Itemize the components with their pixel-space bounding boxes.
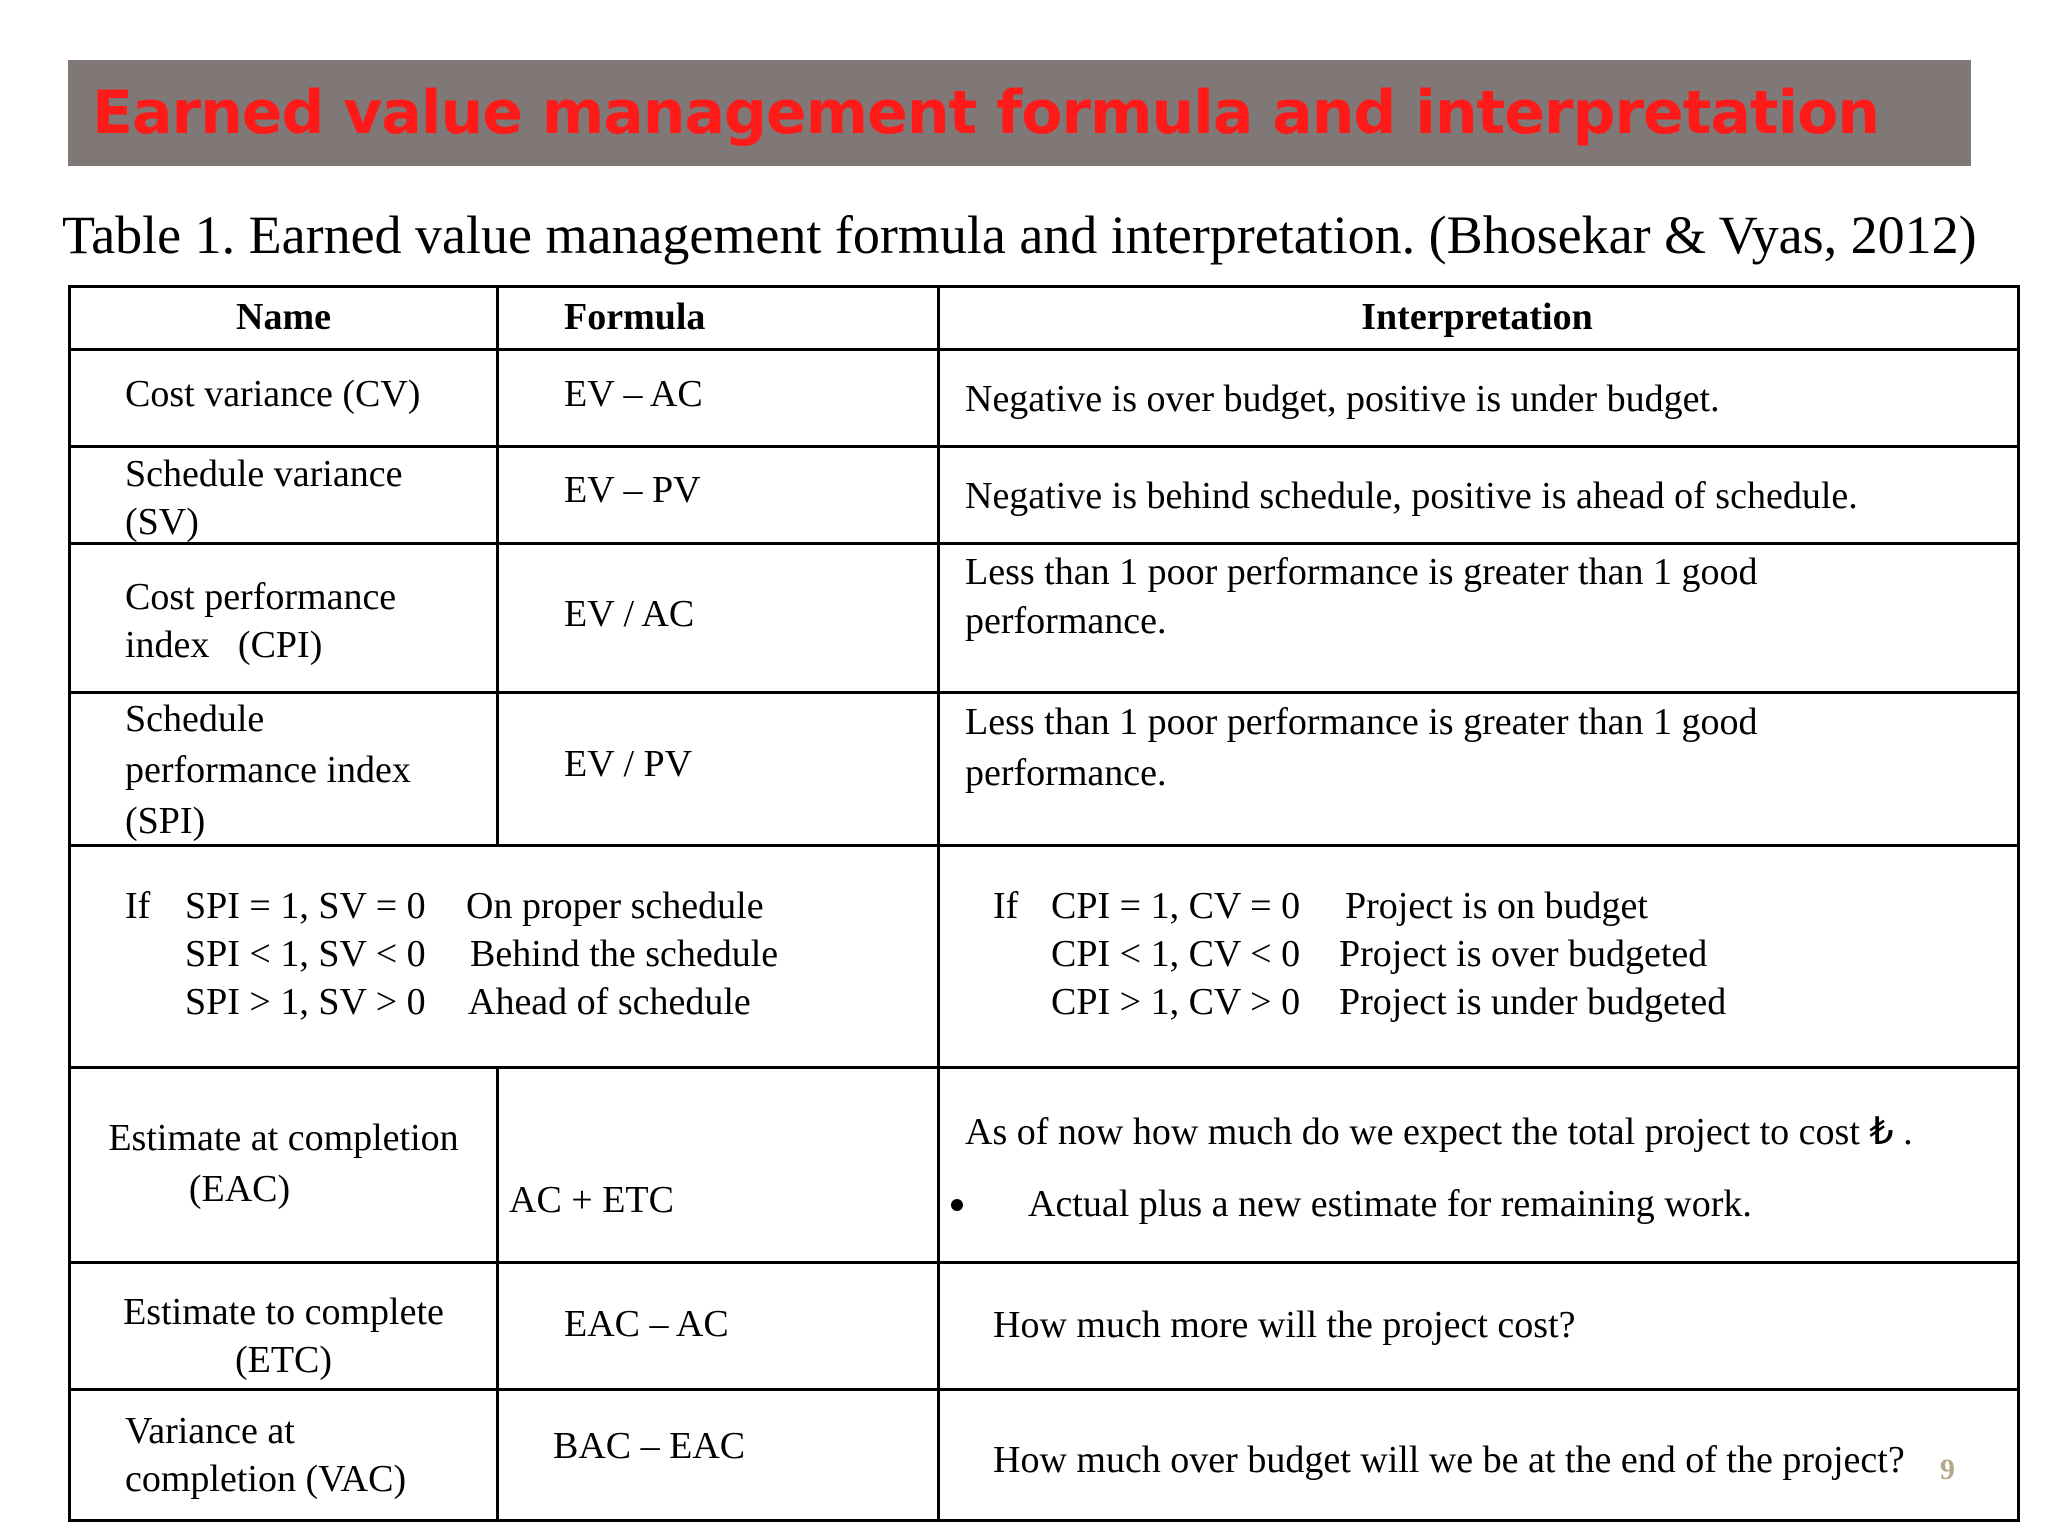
slide-title: Earned value management formula and interpretation (92, 78, 1880, 148)
cpi-cond-2: CPI < 1, CV < 0 (1051, 933, 1301, 975)
row-spi-interpretation-line2: performance. (965, 752, 1167, 794)
cpi-cond-3: CPI > 1, CV > 0 (1051, 981, 1301, 1023)
row-sv-interpretation: Negative is behind schedule, positive is ahead of schedule. (965, 475, 1858, 517)
header-formula: Formula (564, 296, 706, 338)
row-vac-formula: BAC – EAC (553, 1425, 746, 1467)
row-spi-interpretation-line1: Less than 1 poor performance is greater than 1 good (965, 701, 1758, 743)
row-eac-interpretation: As of now how much do we expect the total project to cost ₺ . (965, 1111, 1913, 1153)
row-cpi-interpretation-line1: Less than 1 poor performance is greater than 1 good (965, 551, 1758, 593)
row-sv-formula: EV – PV (564, 469, 701, 511)
row-vac-name-line2: completion (VAC) (125, 1458, 407, 1500)
col-divider (937, 288, 940, 1519)
header-name: Name (236, 296, 331, 338)
row-etc-name-line1: Estimate to complete (123, 1291, 444, 1333)
row-vac-name-line1: Variance at (125, 1410, 295, 1452)
row-vac-interpretation: How much over budget will we be at the end of the project? (993, 1439, 1905, 1481)
spi-cond-prefix: If (125, 885, 151, 927)
spi-cond-3: SPI > 1, SV > 0 (185, 981, 426, 1023)
cpi-cond-3-meaning: Project is under budgeted (1339, 981, 1727, 1023)
row-spi-name-line1: Schedule (125, 698, 265, 740)
row-etc-formula: EAC – AC (564, 1303, 729, 1345)
row-cv-interpretation: Negative is over budget, positive is under budget. (965, 378, 1720, 420)
row-cpi-name-line2: index (CPI) (125, 624, 323, 666)
row-cpi-formula: EV / AC (564, 593, 695, 635)
row-etc-interpretation: How much more will the project cost? (993, 1304, 1576, 1346)
row-cpi-interpretation-line2: performance. (965, 600, 1167, 642)
row-etc-name-line2: (ETC) (234, 1339, 333, 1381)
spi-cond-2: SPI < 1, SV < 0 (185, 933, 426, 975)
slide-title-bar (68, 60, 1971, 166)
row-divider (71, 844, 2017, 847)
bullet-icon (951, 1199, 963, 1211)
evm-table (68, 285, 2020, 1522)
row-eac-name-line1: Estimate at completion (108, 1117, 459, 1159)
spi-cond-3-meaning: Ahead of schedule (468, 981, 751, 1023)
cpi-cond-2-meaning: Project is over budgeted (1339, 933, 1708, 975)
row-divider (71, 1066, 2017, 1069)
page-number: 9 (1940, 1453, 1955, 1486)
row-sv-name-line1: Schedule variance (125, 453, 403, 495)
cpi-cond-1-meaning: Project is on budget (1345, 885, 1648, 927)
row-cpi-name-line1: Cost performance (125, 576, 397, 618)
cpi-cond-prefix: If (993, 885, 1019, 927)
row-divider (71, 1261, 2017, 1264)
col-divider (496, 288, 499, 847)
row-sv-name-line2: (SV) (125, 501, 199, 543)
row-spi-name-line3: (SPI) (125, 800, 206, 842)
spi-cond-2-meaning: Behind the schedule (470, 933, 779, 975)
row-divider (71, 1388, 2017, 1391)
col-divider (496, 1066, 499, 1519)
row-eac-bullet: Actual plus a new estimate for remaining work. (1028, 1183, 1752, 1225)
row-eac-formula: AC + ETC (509, 1179, 674, 1221)
table-caption: Table 1. Earned value management formula and interpretation. (Bhosekar & Vyas, 2012) (62, 205, 1977, 265)
row-divider (71, 542, 2017, 545)
row-eac-name-line2: (EAC) (188, 1168, 291, 1210)
header-interpretation: Interpretation (1361, 296, 1593, 338)
row-spi-formula: EV / PV (564, 743, 693, 785)
cpi-cond-1: CPI = 1, CV = 0 (1051, 885, 1301, 927)
row-divider (71, 445, 2017, 448)
row-spi-name-line2: performance index (125, 749, 411, 791)
row-cv-name: Cost variance (CV) (125, 373, 421, 415)
row-divider (71, 691, 2017, 694)
spi-cond-1-meaning: On proper schedule (466, 885, 764, 927)
spi-cond-1: SPI = 1, SV = 0 (185, 885, 426, 927)
row-divider (71, 348, 2017, 351)
row-cv-formula: EV – AC (564, 373, 703, 415)
